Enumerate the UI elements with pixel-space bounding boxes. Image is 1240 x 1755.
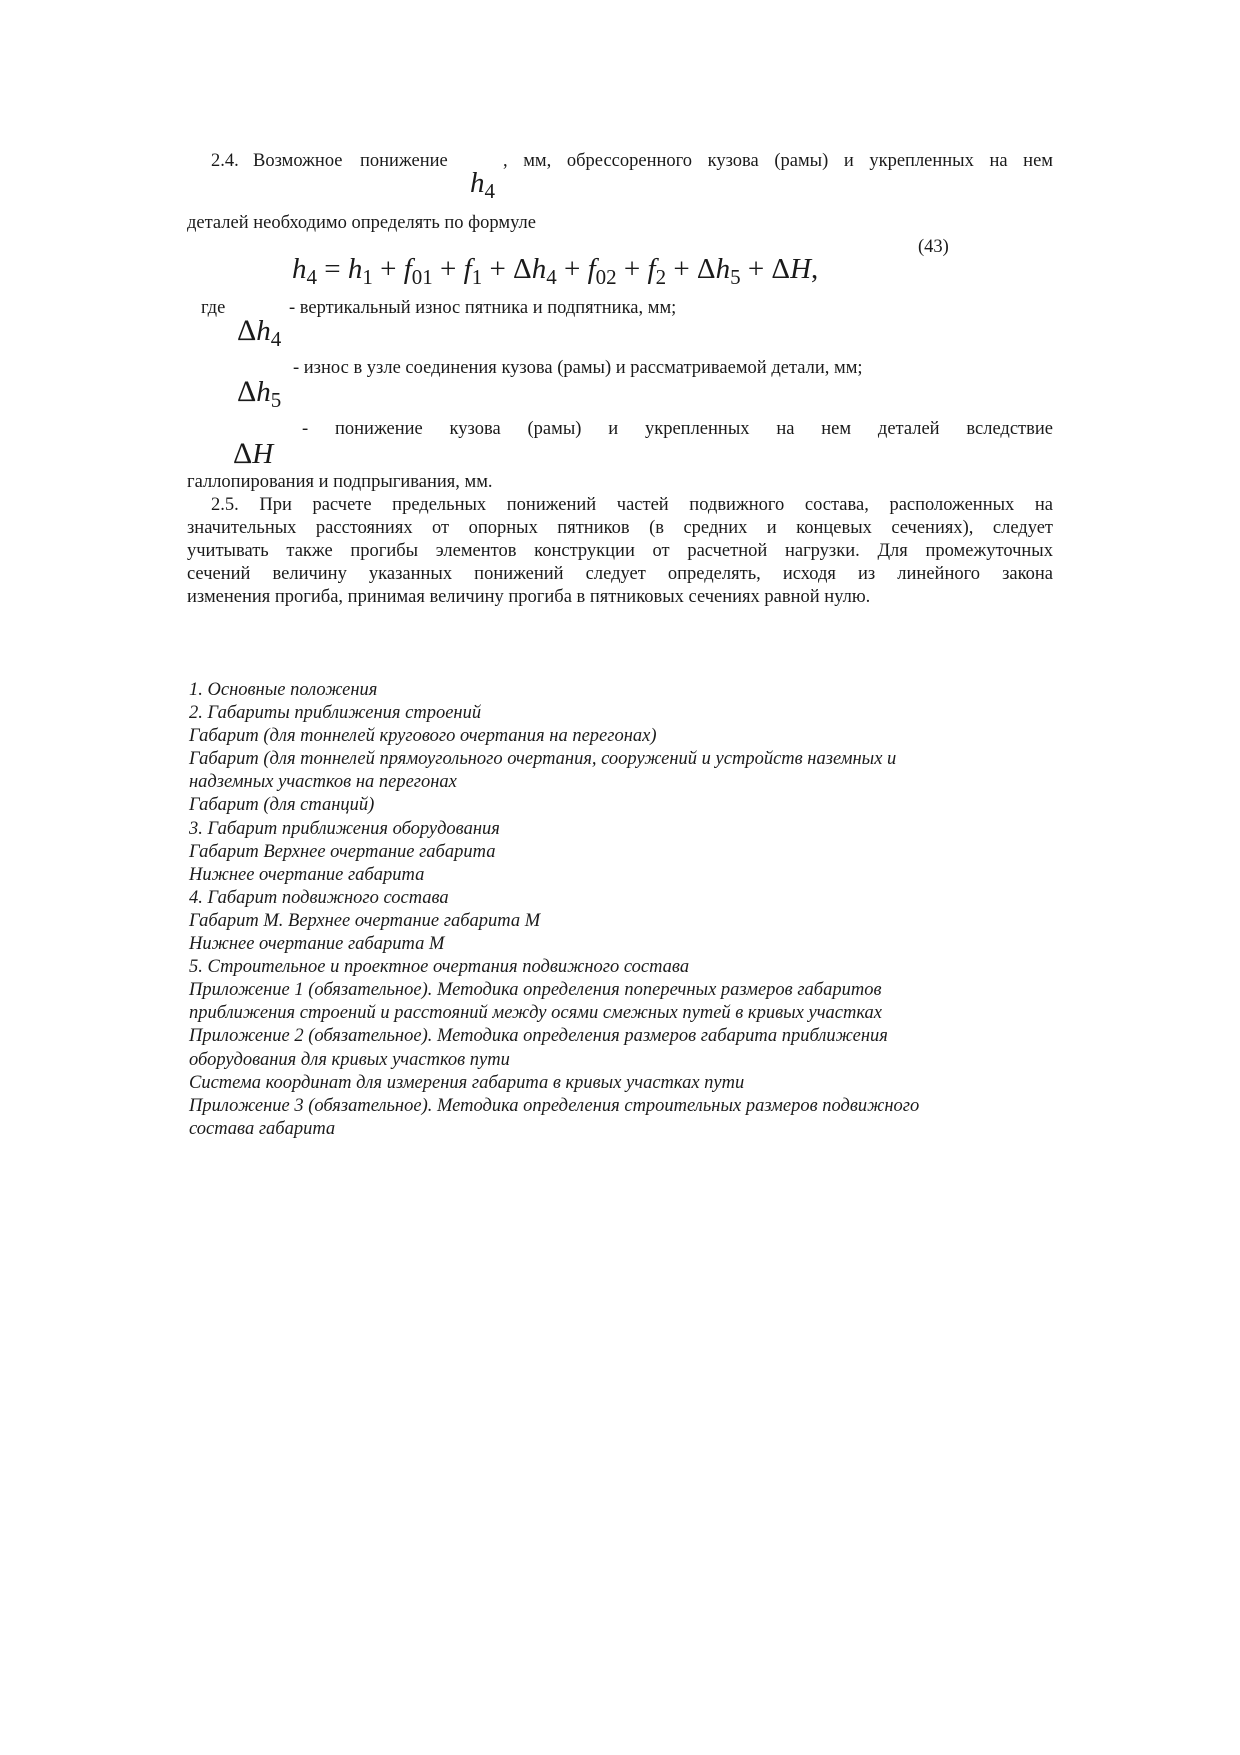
- toc-item[interactable]: Приложение 1 (обязательное). Методика определения поперечных размеров габаритов: [189, 980, 882, 1001]
- formula-term: f: [647, 253, 656, 285]
- formula-operator: +: [432, 253, 464, 285]
- formula-number: (43): [918, 237, 949, 257]
- formula-operator: ,: [811, 253, 819, 285]
- symbol-delta-h4: $\Delta h_4$: [237, 314, 282, 351]
- formula-term: H: [790, 253, 812, 285]
- formula-term: h: [531, 253, 547, 285]
- formula-43: [292, 253, 818, 290]
- toc-item[interactable]: 3. Габарит приближения оборудования: [189, 818, 500, 839]
- section-2-5-line-2: значительных расстояниях от опорных пятников (в средних и концевых сечениях), следует: [187, 518, 1053, 538]
- toc-item[interactable]: приближения строений и расстояний между осями смежных путей в кривых участках: [189, 1003, 882, 1024]
- toc-item[interactable]: Приложение 3 (обязательное). Методика определения строительных размеров подвижного: [189, 1095, 920, 1116]
- section-2-4-word-1: Возможное: [253, 151, 343, 171]
- definition-1-text: - вертикальный износ пятника и подпятника, мм;: [289, 298, 677, 318]
- toc-item[interactable]: Приложение 2 (обязательное). Методика определения размеров габарита приближения: [189, 1026, 888, 1047]
- formula-term: h: [292, 253, 307, 285]
- formula-term: f: [463, 253, 472, 285]
- formula-subscript: 2: [655, 265, 667, 289]
- section-2-5-line-3: учитывать также прогибы элементов конструкции от расчетной нагрузки. Для промежуточных: [187, 541, 1053, 561]
- formula-operator: + Δ: [740, 253, 791, 285]
- toc-item[interactable]: Габарит М. Верхнее очертание габарита М: [189, 910, 541, 931]
- section-2-5-line-1: 2.5. При расчете предельных понижений частей подвижного состава, расположенных на: [211, 495, 1053, 515]
- formula-operator: +: [616, 253, 648, 285]
- toc-item[interactable]: оборудования для кривых участков пути: [189, 1049, 510, 1070]
- formula-operator: =: [317, 253, 348, 285]
- formula-subscript: 02: [595, 265, 617, 289]
- formula-term: h: [715, 253, 731, 285]
- toc-item[interactable]: 2. Габариты приближения строений: [189, 703, 482, 724]
- section-2-4-number: 2.4.: [211, 151, 239, 171]
- toc-item[interactable]: Система координат для измерения габарита в кривых участках пути: [189, 1072, 745, 1093]
- toc-item[interactable]: 5. Строительное и проектное очертания подвижного состава: [189, 957, 690, 978]
- symbol-delta-h5: $\Delta h_5$: [237, 375, 282, 412]
- formula-operator: + Δ: [666, 253, 716, 285]
- toc-item[interactable]: состава габарита: [189, 1118, 336, 1139]
- formula-subscript: 1: [471, 265, 483, 289]
- formula-subscript: 4: [306, 265, 317, 289]
- definition-3-continuation: галлопирования и подпрыгивания, мм.: [187, 472, 493, 492]
- formula-subscript: 1: [362, 265, 373, 289]
- toc-item[interactable]: Габарит (для тоннелей кругового очертания на перегонах): [189, 726, 657, 747]
- formula-subscript: 01: [411, 265, 433, 289]
- section-2-5-body: [187, 517, 1053, 609]
- formula-term: f: [587, 253, 596, 285]
- table-of-contents: [189, 679, 1029, 1141]
- formula-subscript: 4: [546, 265, 557, 289]
- formula-subscript: 5: [730, 265, 741, 289]
- formula-operator: +: [556, 253, 588, 285]
- toc-item[interactable]: Нижнее очертание габарита: [189, 864, 425, 885]
- where-word: где: [201, 298, 226, 318]
- toc-item[interactable]: надземных участков на перегонах: [189, 772, 457, 793]
- section-2-4-line1-rest: , мм, обрессоренного кузова (рамы) и укрепленных на нем: [503, 151, 1053, 171]
- symbol-h4-inline: $h_4$: [470, 167, 495, 203]
- section-2-4-line2: деталей необходимо определять по формуле: [187, 213, 536, 233]
- definition-3-text: - понижение кузова (рамы) и укрепленных на нем деталей вследствие: [302, 419, 1053, 439]
- toc-item[interactable]: Нижнее очертание габарита М: [189, 934, 445, 955]
- definition-2-text: - износ в узле соединения кузова (рамы) и рассматриваемой детали, мм;: [293, 358, 863, 378]
- formula-operator: + Δ: [482, 253, 532, 285]
- symbol-delta-H: ΔH: [233, 437, 274, 470]
- section-2-4-word-2: понижение: [360, 151, 448, 171]
- formula-operator: +: [372, 253, 404, 285]
- toc-item[interactable]: Габарит Верхнее очертание габарита: [189, 841, 496, 862]
- formula-term: h: [347, 253, 363, 285]
- toc-item[interactable]: 1. Основные положения: [189, 680, 378, 700]
- toc-item[interactable]: Габарит (для станций): [189, 795, 375, 816]
- section-2-5-line-4: сечений величину указанных понижений следует определять, исходя из линейного закона: [187, 564, 1053, 584]
- toc-item[interactable]: Габарит (для тоннелей прямоугольного очертания, сооружений и устройств наземных и: [189, 749, 897, 770]
- formula-term: f: [403, 253, 412, 285]
- toc-item[interactable]: 4. Габарит подвижного состава: [189, 887, 449, 908]
- section-2-5-line-5: изменения прогиба, принимая величину прогиба в пятниковых сечениях равной нулю.: [187, 587, 871, 607]
